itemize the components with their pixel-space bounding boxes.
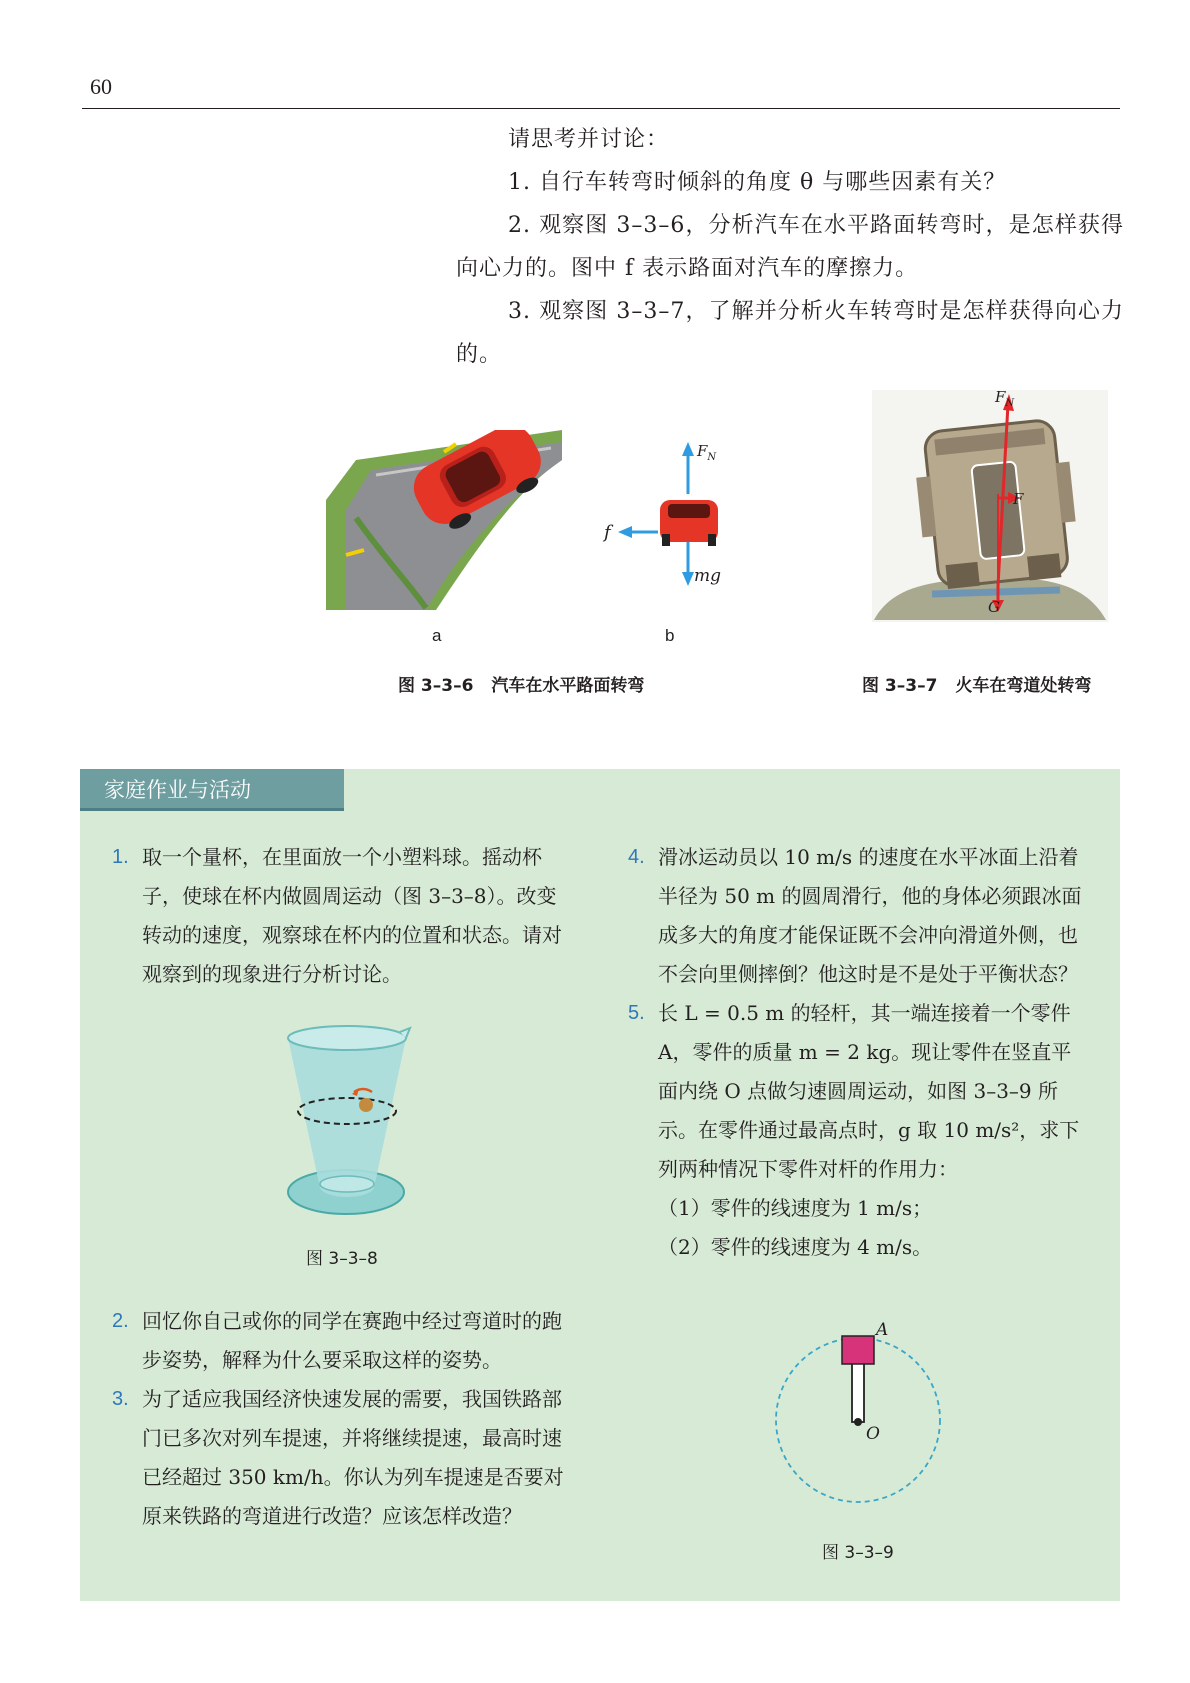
fig337-caption-num: 图 3–3–7: [862, 676, 938, 696]
homework-item-5: [628, 994, 1084, 1189]
homework-title: 家庭作业与活动: [80, 769, 344, 811]
fig336-caption: [398, 671, 662, 696]
fig337-fn-sub: N: [1005, 398, 1015, 409]
discussion-question-1: 1. 自行车转弯时倾斜的角度 θ 与哪些因素有关？: [508, 170, 1007, 195]
fig336-label-a: a: [432, 626, 442, 645]
fig339-caption: 图 3–3–9: [822, 1543, 894, 1563]
homework-item-2: [112, 1302, 568, 1380]
homework-item-2-text: 回忆你自己或你的同学在赛跑中经过弯道时的跑步姿势，解释为什么要采取这样的姿势。: [142, 1309, 562, 1372]
fig337-caption-text: 火车在弯道处转弯: [955, 676, 1092, 696]
fig336-fn-text: F: [697, 442, 708, 460]
discussion-heading: 请思考并讨论：: [508, 127, 670, 152]
fig339-label-a: A: [876, 1320, 889, 1340]
homework-item-5-text: 长 L = 0.5 m 的轻杆，其一端连接着一个零件 A，零件的质量 m = 2 kg。现让零件在竖直平面内绕 O 点做匀速圆周运动，如图 3–3–9 所示。在零件通过最高点时，g 取 10 m/s²，求下列两种情况下零件对杆的作用力：: [658, 1001, 1080, 1181]
homework-item-5-sub-1: （1）零件的线速度为 1 m/s；: [658, 1196, 933, 1220]
homework-item-5-sub-2: （2）零件的线速度为 4 m/s。: [658, 1235, 933, 1259]
homework-item-4: [628, 838, 1084, 994]
fig337-fn-label: [995, 388, 1014, 409]
homework-item-3-number: 3.: [112, 1388, 129, 1410]
car-on-road-illustration: [326, 430, 562, 610]
homework-item-4-text: 滑冰运动员以 10 m/s 的速度在水平冰面上沿着半径为 50 m 的圆周滑行，他的身体必须跟冰面成多大的角度才能保证既不会冲向滑道外侧，也不会向里侧摔倒？他这时是不是处于平衡状态？: [658, 845, 1082, 986]
fig336-mg-label: mg: [694, 566, 722, 586]
homework-right-column: [628, 838, 1084, 1267]
train-on-curve-illustration: [872, 390, 1108, 622]
homework-item-1-number: 1.: [112, 846, 129, 868]
fig336-caption-num: 图 3–3–6: [398, 676, 474, 696]
fig336-fn-label: [697, 442, 716, 463]
fig336-fn-sub: N: [707, 452, 717, 463]
discussion-question-2: 2. 观察图 3–3–6，分析汽车在水平路面转弯时，是怎样获得向心力的。图中 f 表示路面对汽车的摩擦力。: [456, 213, 1124, 281]
fig337-f-label: F: [1013, 490, 1024, 508]
fig339-label-o: O: [866, 1424, 880, 1444]
measuring-cup-illustration: [284, 1024, 414, 1220]
homework-item-3: [112, 1380, 568, 1536]
homework-left-column-lower: [112, 1302, 568, 1536]
homework-item-3-text: 为了适应我国经济快速发展的需要，我国铁路部门已多次对列车提速，并将继续提速，最高时速已经超过 350 km/h。你认为列车提速是否要对原来铁路的弯道进行改造？应该怎样改造？: [142, 1387, 564, 1528]
fig336-label-b: b: [665, 626, 675, 645]
fig337-caption: [862, 671, 1109, 696]
fig337-fn-text: F: [995, 388, 1006, 406]
homework-item-1-text: 取一个量杯，在里面放一个小塑料球。摇动杯子，使球在杯内做圆周运动（图 3–3–8）。改变转动的速度，观察球在杯内的位置和状态。请对观察到的现象进行分析讨论。: [142, 845, 562, 986]
fig337-g-label: G: [988, 598, 1000, 616]
homework-item-1: [112, 838, 568, 994]
page-number: 60: [90, 74, 112, 99]
discussion-block: [456, 118, 1124, 376]
homework-item-5-number: 5.: [628, 1002, 645, 1024]
discussion-question-3: 3. 观察图 3–3–7，了解并分析火车转弯时是怎样获得向心力的。: [456, 299, 1124, 367]
fig336-f-label: f: [604, 522, 611, 543]
rod-rotation-diagram: [772, 1324, 944, 1504]
homework-item-4-number: 4.: [628, 846, 645, 868]
homework-left-column: [112, 838, 568, 994]
fig336-caption-text: 汽车在水平路面转弯: [491, 676, 645, 696]
header-rule: [82, 108, 1120, 109]
homework-item-2-number: 2.: [112, 1310, 129, 1332]
fig338-caption: 图 3–3–8: [306, 1249, 378, 1269]
